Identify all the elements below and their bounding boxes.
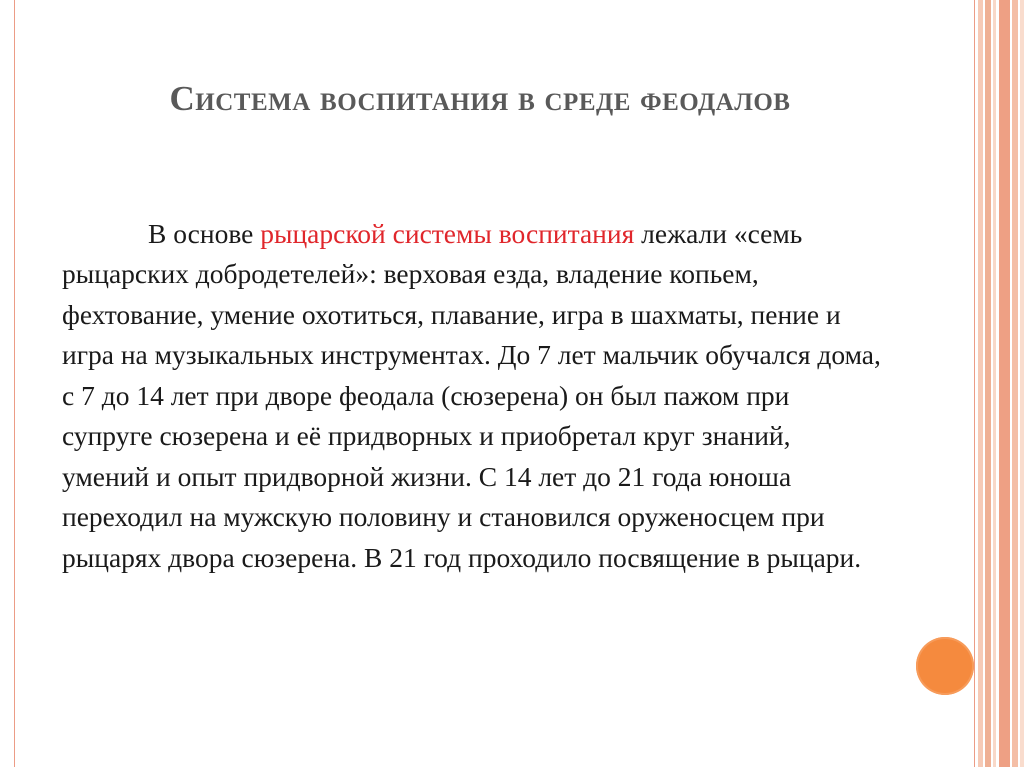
decorative-stripe [993,0,996,767]
highlighted-phrase: рыцарской системы воспитания [260,217,635,249]
decorative-stripe [978,0,983,767]
decorative-stripe [1012,0,1018,767]
decorative-stripe [985,0,991,767]
paragraph-rest: лежали «семь рыцарских добродетелей»: верховая езда, владение копьем, фехтование, умение охотиться, плавание, игра в шахматы, пение и игра на музыкальных инструментах. До 7 лет мальчик обучался дома, с 7 до 14 лет при дворе феодала (сюзерена) он был пажом при супруге сюзерена и её придворных и приобретал круг знаний, умений и опыт придворной жизни. С 14 лет до 21 года юноша переходил на мужскую половину и становился оруженосцем при рыцарях двора сюзерена. В 21 год проходило посвящение в рыцари. [62,217,881,573]
paragraph-intro: В основе [148,217,261,249]
decorative-circle [916,637,974,695]
decorative-stripe [999,0,1010,767]
decorative-stripe [1020,0,1024,767]
slide-title: Система воспитания в среде феодалов [169,79,791,119]
body-paragraph [62,214,882,579]
